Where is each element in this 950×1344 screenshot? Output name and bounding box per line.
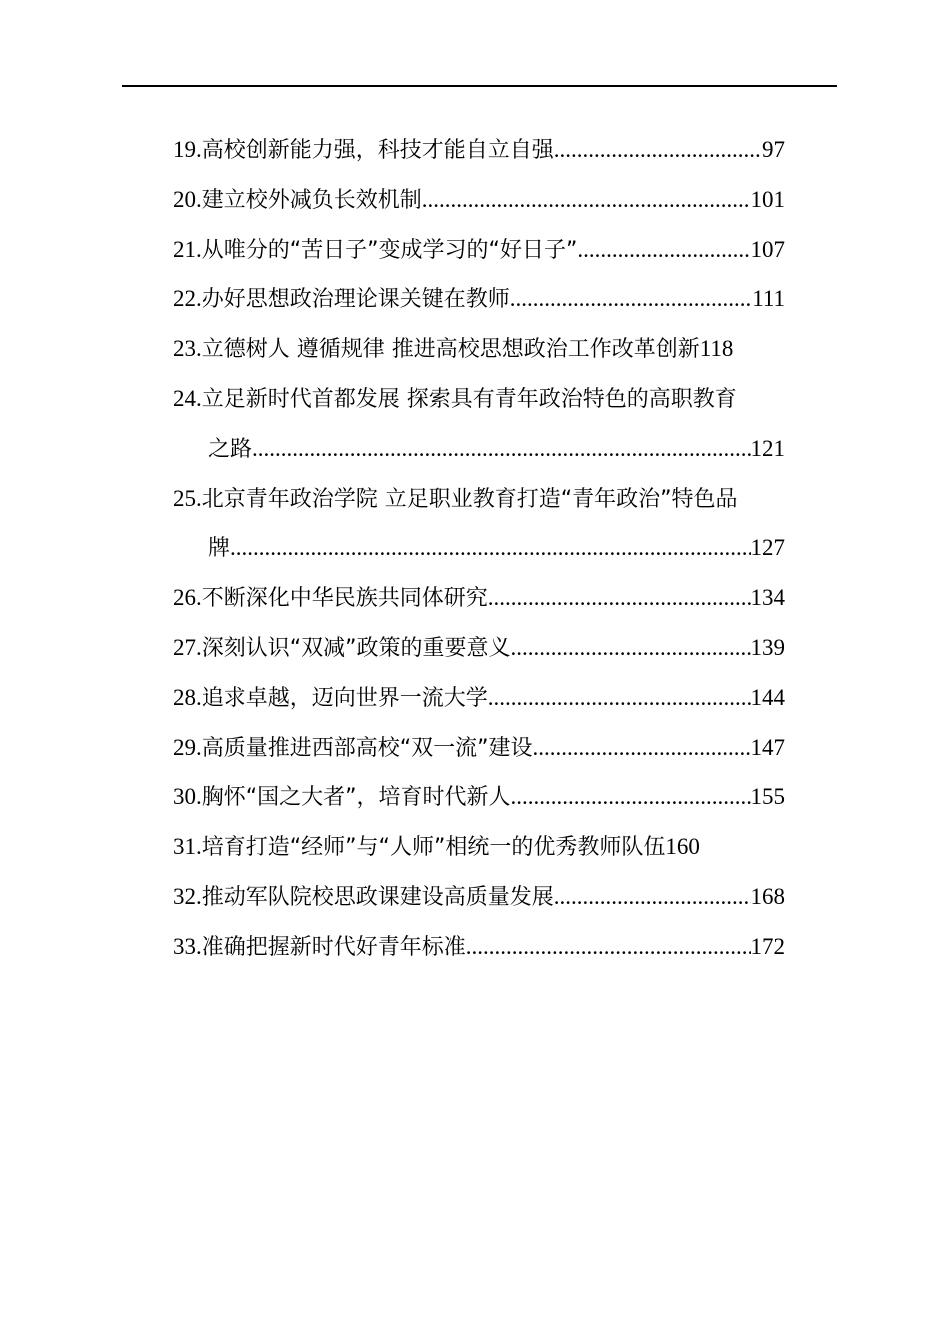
entry-number: 21. <box>173 236 202 262</box>
entry-number: 26. <box>173 585 202 611</box>
entry-number: 29. <box>173 734 202 760</box>
dot-leader <box>488 673 751 723</box>
dot-leader <box>554 125 762 175</box>
dot-leader <box>422 175 751 225</box>
entry-page: 172 <box>750 933 785 959</box>
entry-page: 134 <box>750 585 785 611</box>
entry-title: 推动军队院校思政课建设高质量发展 <box>201 884 554 910</box>
entry-title: 立德树人 遵循规律 推进高校思想政治工作改革创新 <box>201 337 700 363</box>
toc-entry[interactable] <box>173 623 833 673</box>
entry-number: 24. <box>173 385 202 411</box>
toc-entry[interactable] <box>173 673 833 723</box>
entry-page: 118 <box>699 336 734 362</box>
toc-entry[interactable] <box>173 474 833 574</box>
table-of-contents <box>173 125 833 972</box>
entry-number: 20. <box>173 186 202 212</box>
dot-leader <box>466 922 751 972</box>
entry-number: 31. <box>173 834 202 860</box>
entry-page: 155 <box>750 784 785 810</box>
entry-title: 办好思想政治理论课关键在教师 <box>201 287 510 313</box>
entry-page: 107 <box>750 236 785 262</box>
entry-title: 不断深化中华民族共同体研究 <box>201 586 488 612</box>
entry-number: 22. <box>173 286 202 312</box>
entry-title: 培育打造“经师”与“人师”相统一的优秀教师队伍 <box>201 835 666 861</box>
toc-entry[interactable] <box>173 125 833 175</box>
entry-number: 33. <box>173 933 202 959</box>
dot-leader <box>252 424 750 474</box>
entry-page: 168 <box>750 883 785 909</box>
toc-entry[interactable] <box>173 225 833 275</box>
dot-leader <box>230 523 750 573</box>
toc-entry[interactable] <box>173 324 833 374</box>
toc-entry[interactable] <box>173 274 833 324</box>
entry-number: 19. <box>173 137 202 162</box>
entry-title: 深刻认识“双减”政策的重要意义 <box>201 635 511 661</box>
dot-leader <box>554 872 751 922</box>
entry-page: 139 <box>750 634 785 660</box>
entry-title: 建立校外减负长效机制 <box>201 187 422 213</box>
toc-entry[interactable] <box>173 772 833 822</box>
entry-title: 从唯分的“苦日子”变成学习的“好日子” <box>201 237 578 263</box>
dot-leader <box>511 772 751 822</box>
entry-number: 28. <box>173 684 202 710</box>
entry-number: 23. <box>173 336 202 362</box>
toc-entry[interactable] <box>173 175 833 225</box>
dot-leader <box>511 623 751 673</box>
entry-title: 高校创新能力强，科技才能自立自强 <box>201 138 554 163</box>
entry-page: 101 <box>750 186 785 212</box>
entry-title: 高质量推进西部高校“双一流”建设 <box>201 735 533 761</box>
entry-page: 111 <box>752 286 785 312</box>
entry-page: 121 <box>750 435 785 461</box>
entry-title: 追求卓越，迈向世界一流大学 <box>201 685 488 711</box>
toc-entry[interactable] <box>173 573 833 623</box>
entry-title-continuation: 之路 <box>208 436 253 462</box>
toc-entry[interactable] <box>173 922 833 972</box>
entry-page: 160 <box>665 834 700 860</box>
dot-leader <box>488 573 751 623</box>
toc-entry[interactable] <box>173 374 833 474</box>
entry-title: 准确把握新时代好青年标准 <box>201 934 466 960</box>
entry-title: 北京青年政治学院 立足职业教育打造“青年政治”特色品 <box>201 486 738 512</box>
header-rule <box>122 85 837 87</box>
entry-page: 147 <box>750 734 785 760</box>
dot-leader <box>510 274 752 324</box>
entry-page: 97 <box>762 137 785 162</box>
entry-title: 立足新时代首都发展 探索具有青年政治特色的高职教育 <box>201 386 737 412</box>
entry-number: 25. <box>173 485 202 511</box>
entry-page: 127 <box>750 535 785 561</box>
entry-title-continuation: 牌 <box>208 536 231 562</box>
entry-number: 30. <box>173 784 202 810</box>
entry-title: 胸怀“国之大者”，培育时代新人 <box>201 785 511 811</box>
dot-leader <box>533 723 751 773</box>
toc-entry[interactable] <box>173 872 833 922</box>
toc-entry[interactable] <box>173 822 833 872</box>
toc-entry[interactable] <box>173 723 833 773</box>
entry-page: 144 <box>750 684 785 710</box>
dot-leader <box>577 225 750 275</box>
entry-number: 27. <box>173 634 202 660</box>
entry-number: 32. <box>173 883 202 909</box>
